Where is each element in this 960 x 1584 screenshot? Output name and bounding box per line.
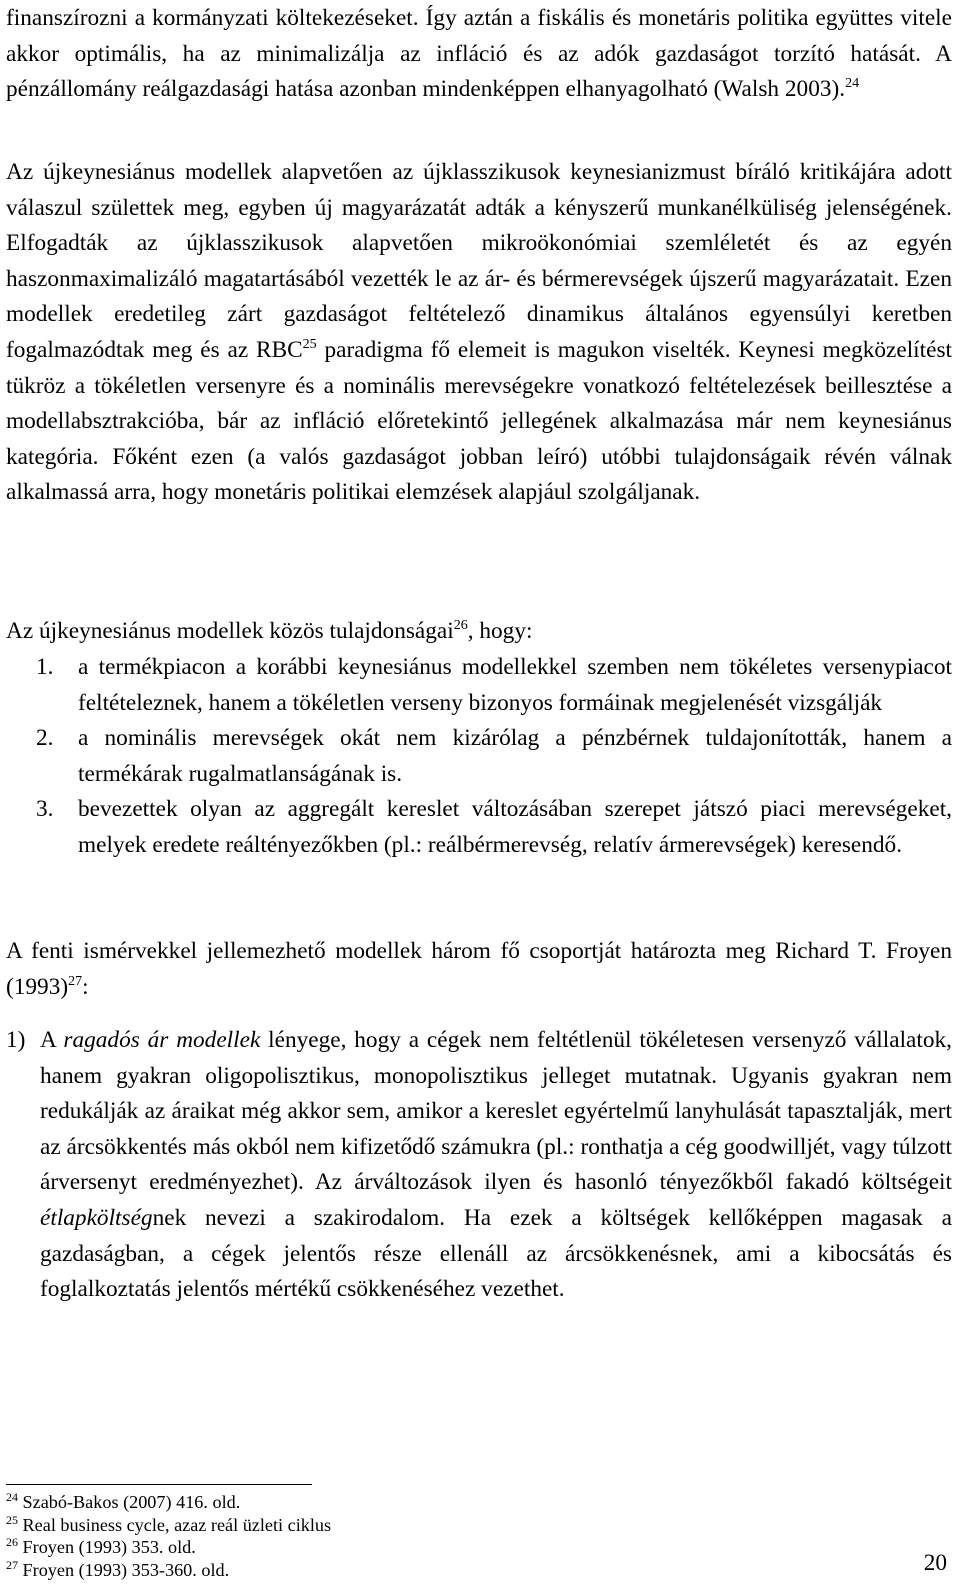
footnote-text: Froyen (1993) 353-360. old. [22,1559,230,1580]
footnote-ref-26: 26 [453,618,468,633]
emphasis-term: étlapköltség [40,1204,153,1231]
list-marker: 2. [36,725,54,752]
paragraph-text: paradigma fő elemeit is magukon viselték. Keynesi megközelítést tükröz a tökéletlen versenyre és a nominális merevségekre vonatkozó feltételezések beillesztése a modellabsztrakcióba, bár az infláció előretekintő jellegének alkalmazása már nem keynesiánus kategória. Főként ezen (a valós gazdaságot jobban leíró) utóbbi tulajdonságaik révén válnak alkalmassá arra, hogy monetáris politikai elemzések alapjául szolgáljanak. [6,336,952,506]
footnote [6,1559,331,1582]
paragraph-text: , hogy: [467,618,533,644]
footnote-ref-24: 24 [845,76,860,92]
page-number: 20 [923,1550,947,1576]
paragraph-fiscal-monetary [6,1,952,108]
footnote [6,1514,331,1537]
footnote-text: Szabó-Bakos (2007) 416. old. [22,1492,241,1512]
footnote-text: Real business cycle, azaz reál üzleti ciklus [22,1514,332,1535]
footnote [6,1491,331,1514]
paragraph-text: A fenti ismérvekkel jellemezhető modellek három fő csoportját határozta meg Richard T. Froyen (1993) [6,938,952,1000]
footnote-text: Froyen (1993) 353. old. [22,1537,196,1558]
list-item-text: a nominális merevségek okát nem kizárólag a pénzbérnek tuldajonították, hanem a termékárak rugalmatlanságának is. [78,725,952,787]
paragraph-common-properties [6,614,952,650]
list-marker: 3. [36,796,54,823]
footnote-ref-27: 27 [68,973,83,989]
list-item [0,650,952,721]
list-marker: 1. [36,654,54,680]
footnote-number: 24 [6,1490,18,1504]
group-list [0,1023,952,1308]
footnote-number: 26 [6,1535,18,1550]
footnotes [6,1491,331,1581]
paragraph-new-keynesian-models [6,155,952,511]
footnote-ref-25: 25 [302,336,317,352]
footnote-number: 25 [6,1512,18,1527]
emphasis-term: ragadós ár modellek [63,1027,261,1053]
paragraph-text: Az újkeynesiánus modellek alapvetően az újklasszikusok keynesianizmust bíráló kritikájára adott válaszul születtek meg, egyben új magyarázatát adták a kényszerű munkanélküliség jelenségének. Elfogadták az újklasszikusok alapvetően mikroökonómiai szemléletét és az egyén haszonmaximalizáló magatartásából vezették le az ár- és bérmerevségek újszerű magyarázatait. Ezen modellek eredetileg zárt gazdaságot feltételező dinamikus általános egyensúlyi keretben fogalmazódtak meg és az RBC [6,159,952,363]
paragraph-text: Az újkeynesiánus modellek közös tulajdonságai [6,618,454,644]
list-item-sticky-price-models [0,1023,952,1308]
paragraph-text: finanszírozni a kormányzati költekezéseket. Így aztán a fiskális és monetáris politika együttes vitele akkor optimális, ha az minimalizálja az infláció és az adók gazdaságot torzító hatását. A pénzállomány reálgazdasági hatása azonban mindenképpen elhanyagolható (Walsh 2003). [6,5,952,103]
footnote [6,1536,331,1559]
list-item-text: A [40,1027,64,1053]
numbered-list [0,650,952,864]
list-item-text: lényege, hogy a cégek nem feltétlenül tökéletesen versenyző vállalatok, hanem gyakran oligopolisztikus, monopolisztikus jelleget mutatnak. Ugyanis gyakran nem redukálják az áraikat még akkor sem, amikor a kereslet egyértelmű lanyhulását tapasztalják, mert az árcsökkentés más okból nem kifizetődő számukra (pl.: ronthatja a cég goodwilljét, vagy túlzott árversenyt eredményezhet). Az árváltozások ilyen és hasonló tényezőkből fakadó költségeit [40,1027,952,1196]
paragraph-text: : [82,973,89,1000]
list-item [0,721,952,792]
footnote-number: 27 [6,1557,18,1572]
list-item [0,792,952,863]
footnote-separator [6,1484,312,1485]
list-item-text: a termékpiacon a korábbi keynesiánus modellekkel szemben nem tökéletes versenypiacot feltételeznek, hanem a tökéletlen verseny bizonyos formáinak megjelenését vizsgálják [78,654,952,716]
list-marker: 1) [6,1027,26,1053]
list-item-text: bevezettek olyan az aggregált kereslet változásában szerepet játszó piaci merevségeket, melyek eredete reáltényezőkben (pl.: reálbérmerevség, relatív ármerevségek) keresendő. [78,796,952,858]
list-item-text: nek nevezi a szakirodalom. Ha ezek a költségek kellőképpen magasak a gazdaságban, a cégek jelentős része ellenáll az árcsökkenésnek, ami a kibocsátás és foglalkoztatás jelentős mértékű csökkenéséhez vezethet. [40,1204,952,1303]
paragraph-froyen-groups [6,934,952,1005]
